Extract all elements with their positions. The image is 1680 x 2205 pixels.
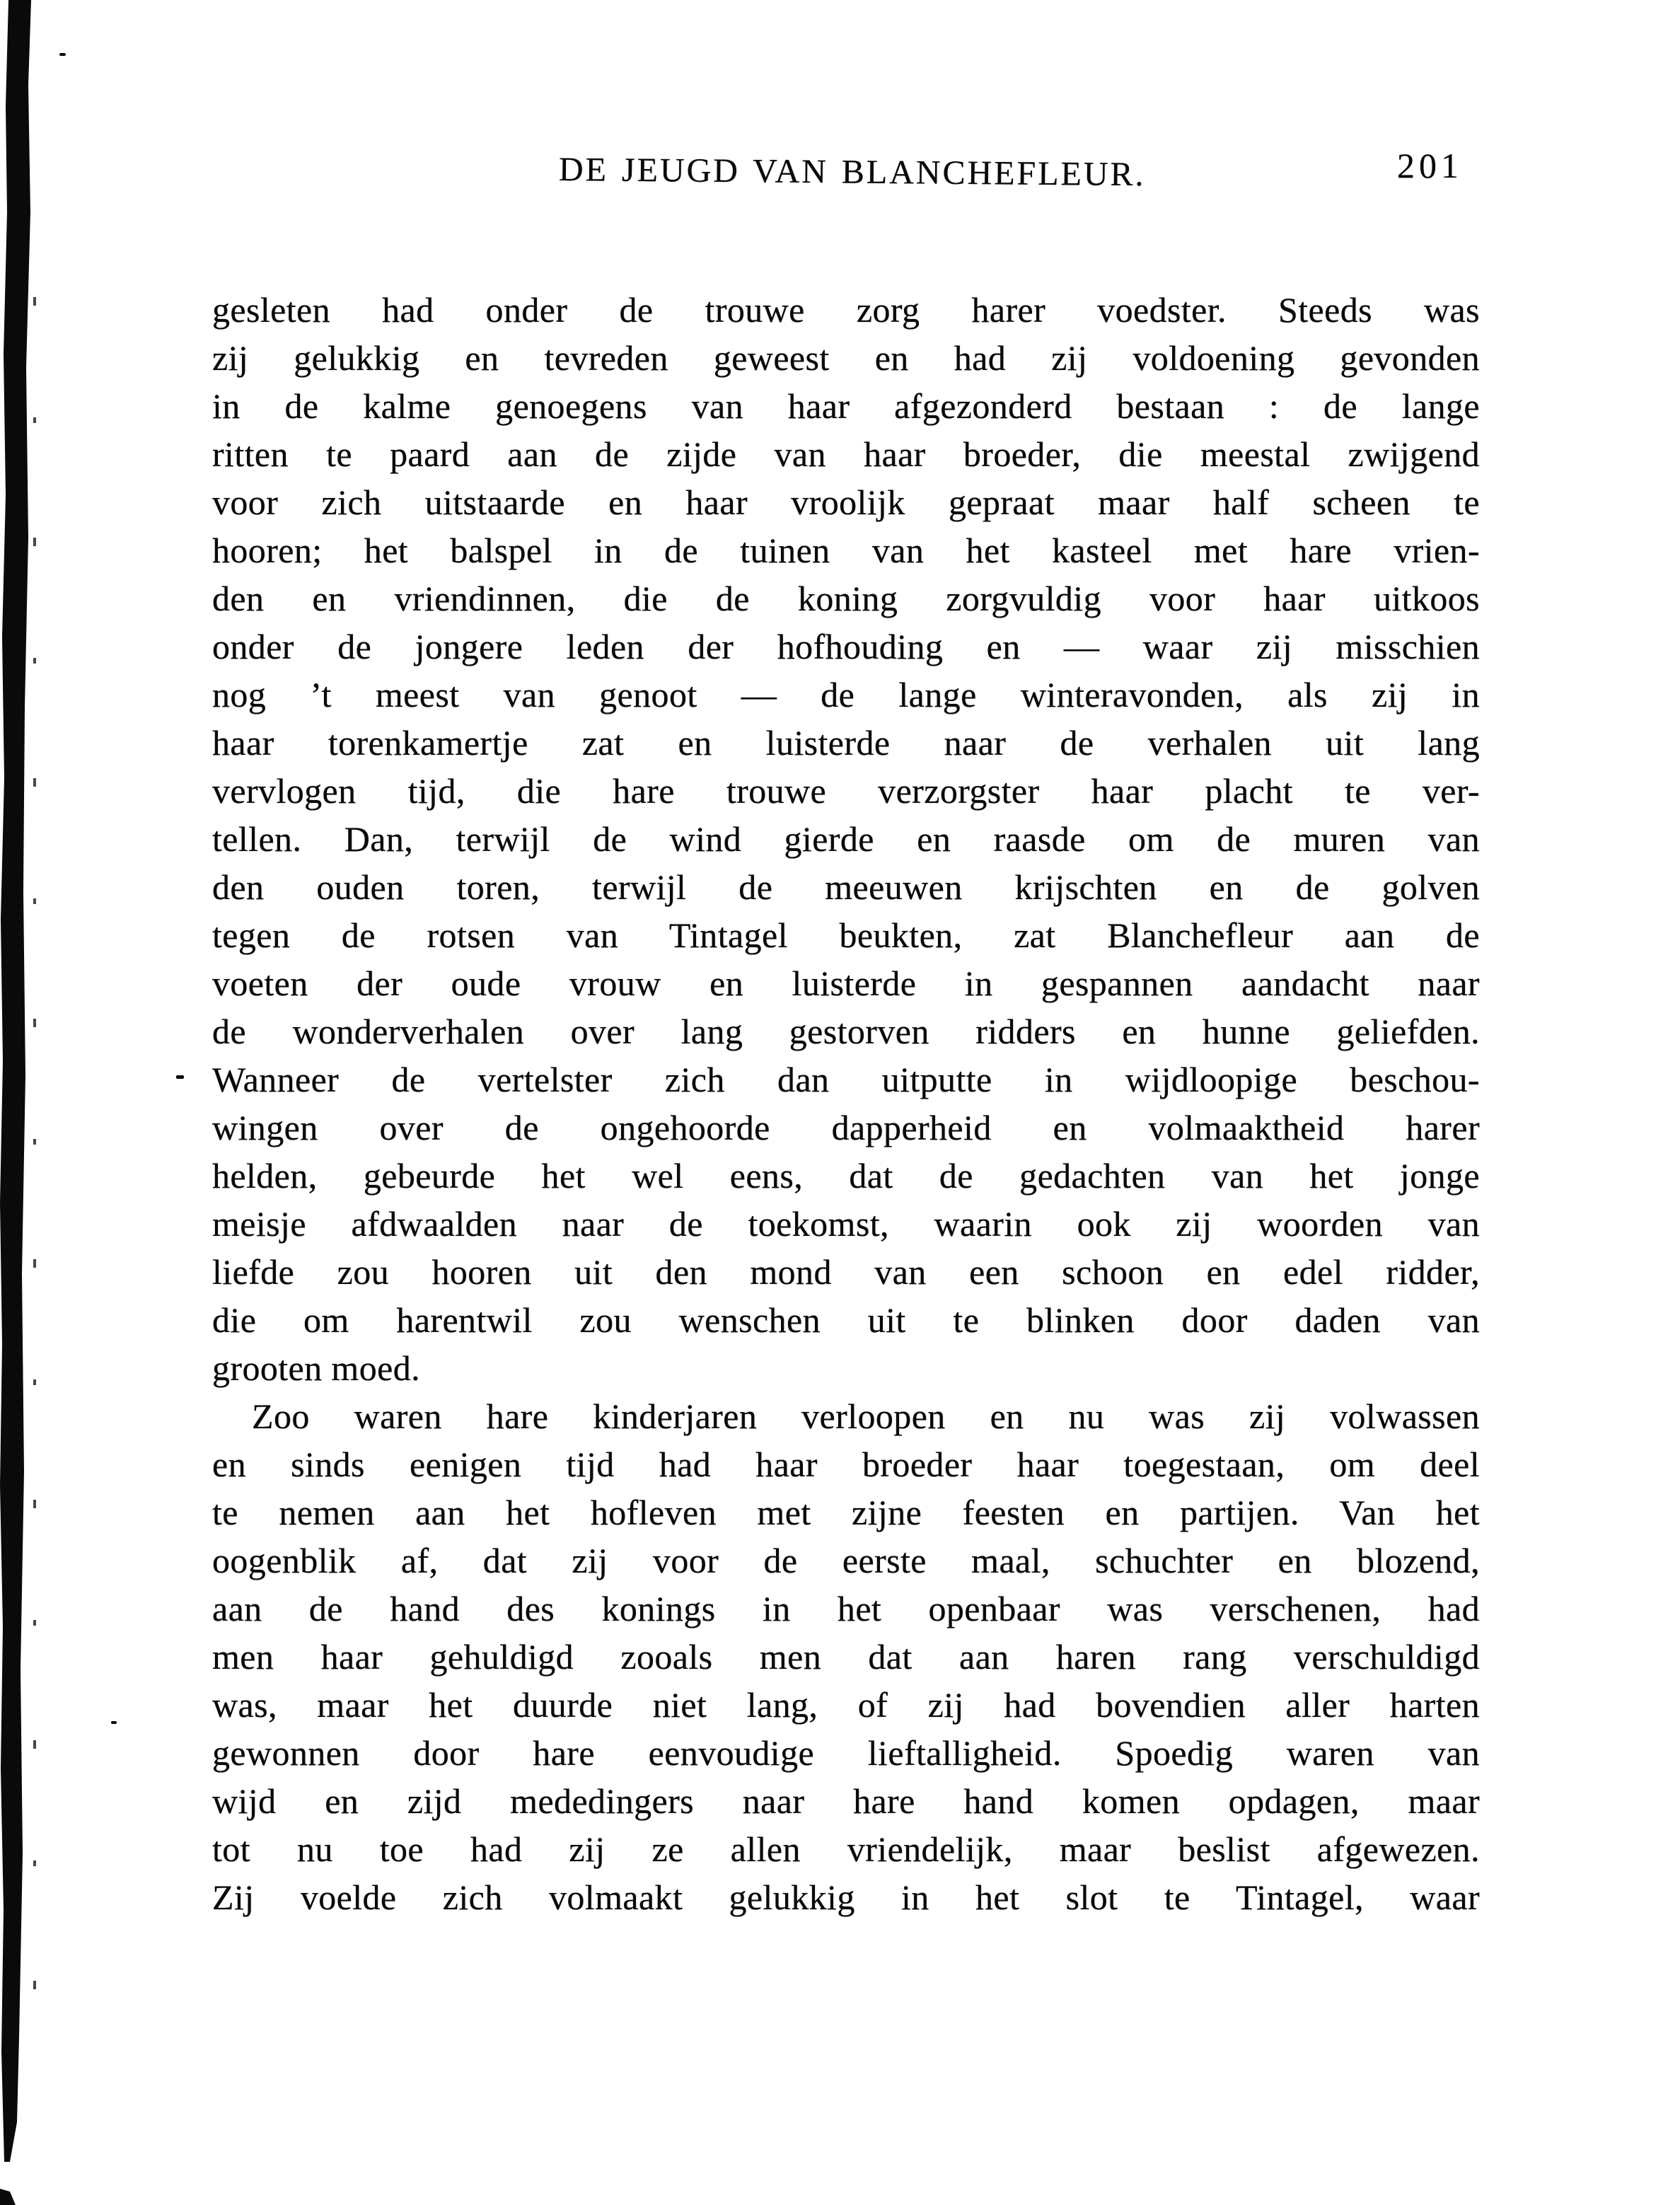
- text-line: grooten moed.: [212, 1348, 421, 1388]
- text-line: tegen de rotsen van Tintagel beukten, zat Blanchefleur aan de: [212, 915, 1480, 955]
- scan-speck-strip: [33, 297, 36, 1995]
- text-line: voor zich uitstaarde en haar vroolijk gepraat maar half scheen te: [212, 482, 1480, 522]
- text-line: nog ’t meest van genoot — de lange winteravonden, als zij in: [212, 675, 1480, 714]
- header-title: DE JEUGD VAN BLANCHEFLEUR.: [558, 151, 1146, 194]
- text-line: zij gelukkig en tevreden geweest en had zij voldoening gevonden: [212, 338, 1480, 378]
- text-line: en sinds eenigen tijd had haar broeder haar toegestaan, om deel: [212, 1445, 1480, 1484]
- body-text: [212, 286, 1480, 1921]
- text-line: helden, gebeurde het wel eens, dat de gedachten van het jonge: [212, 1156, 1480, 1196]
- text-line: men haar gehuldigd zooals men dat aan haren rang verschuldigd: [212, 1637, 1480, 1677]
- text-line: tot nu toe had zij ze allen vriendelijk, maar beslist afgewezen.: [212, 1829, 1480, 1869]
- text-line: hooren; het balspel in de tuinen van het kasteel met hare vrien-: [212, 531, 1480, 570]
- text-line: haar torenkamertje zat en luisterde naar de verhalen uit lang: [212, 723, 1480, 763]
- text-line: voeten der oude vrouw en luisterde in gespannen aandacht naar: [212, 963, 1480, 1003]
- text-line: tellen. Dan, terwijl de wind gierde en raasde om de muren van: [212, 819, 1480, 859]
- text-line: Zoo waren hare kinderjaren verloopen en nu was zij volwassen: [252, 1396, 1480, 1436]
- scan-gutter-shadow: [0, 0, 33, 2162]
- text-line: Wanneer de vertelster zich dan uitputte in wijdloopige beschou-: [212, 1060, 1480, 1099]
- scan-speck: [111, 1721, 117, 1724]
- text-line: die om harentwil zou wenschen uit te blinken door daden van: [212, 1300, 1480, 1340]
- text-line: was, maar het duurde niet lang, of zij had bovendien aller harten: [212, 1685, 1480, 1725]
- text-line: wingen over de ongehoorde dapperheid en volmaaktheid harer: [212, 1108, 1480, 1147]
- text-line: meisje afdwaalden naar de toekomst, waarin ook zij woorden van: [212, 1204, 1480, 1244]
- text-line: vervlogen tijd, die hare trouwe verzorgster haar placht te ver-: [212, 771, 1480, 811]
- text-line: de wonderverhalen over lang gestorven ridders en hunne geliefden.: [212, 1012, 1480, 1051]
- page-number: 201: [1397, 146, 1463, 185]
- text-line: ritten te paard aan de zijde van haar broeder, die meestal zwijgend: [212, 434, 1480, 474]
- scan-speck: [176, 1075, 184, 1079]
- text-line: den ouden toren, terwijl de meeuwen krijschten en de golven: [212, 867, 1480, 907]
- paragraph: [212, 1392, 1480, 1921]
- text-line: in de kalme genoegens van haar afgezonderd bestaan : de lange: [212, 386, 1480, 426]
- paragraph: [212, 286, 1480, 1392]
- scan-gutter-shadow-bottom: [0, 2189, 16, 2205]
- text-line: wijd en zijd mededingers naar hare hand komen opdagen, maar: [212, 1781, 1480, 1821]
- text-line: gesleten had onder de trouwe zorg harer voedster. Steeds was: [212, 290, 1480, 330]
- text-line: gewonnen door hare eenvoudige lieftalligheid. Spoedig waren van: [212, 1733, 1480, 1773]
- text-line: oogenblik af, dat zij voor de eerste maal, schuchter en blozend,: [212, 1541, 1480, 1580]
- text-line: liefde zou hooren uit den mond van een schoon en edel ridder,: [212, 1252, 1480, 1292]
- text-line: aan de hand des konings in het openbaar was verschenen, had: [212, 1589, 1480, 1628]
- text-line: den en vriendinnen, die de koning zorgvuldig voor haar uitkoos: [212, 579, 1480, 618]
- text-line: te nemen aan het hofleven met zijne feesten en partijen. Van het: [212, 1493, 1480, 1532]
- running-header: [0, 0, 1680, 212]
- text-line: onder de jongere leden der hofhouding en — waar zij misschien: [212, 627, 1480, 666]
- text-line: Zij voelde zich volmaakt gelukkig in het slot te Tintagel, waar: [212, 1877, 1480, 1917]
